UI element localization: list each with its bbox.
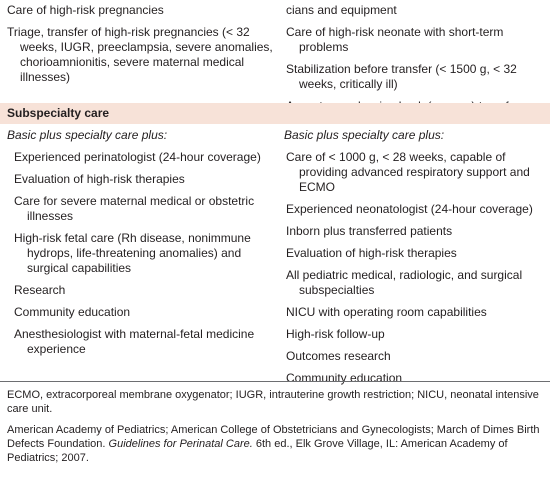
- list-item: Community education: [286, 371, 403, 385]
- list-item: NICU with operating room capabilities: [286, 305, 487, 319]
- list-item: Triage, transfer of high-risk pregnancies (< 32 weeks, IUGR, preeclampsia, severe anomalies, chorioamnionitis, severe maternal medical illnesses): [7, 25, 273, 84]
- section-title: Subspecialty care: [7, 106, 110, 120]
- source-text: American Academy of Pediatrics; American College of Obstetricians and Gynecologists; March of Dimes Birth Defects Foundation.: [7, 424, 540, 450]
- source-details: 6th ed., Elk Grove Village, IL: American Academy of Pediatrics; 2007.: [7, 438, 508, 464]
- source-footnote: [7, 423, 545, 465]
- list-item: Care for severe maternal medical or obstetric illnesses: [14, 194, 255, 223]
- list-item: Inborn plus transferred patients: [286, 224, 453, 238]
- list-item: Stabilization before transfer (< 1500 g, < 32 weeks, critically ill): [286, 62, 517, 91]
- subspecialty-left-column: [7, 128, 275, 364]
- list-item: Research: [14, 283, 66, 297]
- list-item: Experienced perinatologist (24-hour coverage): [14, 150, 261, 164]
- subspecialty-right-column: [286, 128, 544, 393]
- list-item: Anesthesiologist with maternal-fetal medicine experience: [14, 327, 255, 356]
- abbreviations-footnote: ECMO, extracorporeal membrane oxygenator; IUGR, intrauterine growth restriction; NICU, neonatal intensive care unit.: [7, 389, 539, 415]
- list-item: All pediatric medical, radiologic, and surgical subspecialties: [286, 268, 523, 297]
- column-lead: Basic plus specialty care plus:: [284, 128, 445, 142]
- list-item: Care of < 1000 g, < 28 weeks, capable of providing advanced respiratory support and ECMO: [286, 150, 530, 194]
- list-item: High-risk fetal care (Rh disease, nonimmune hydrops, life-threatening anomalies) and surgical capabilities: [14, 231, 251, 275]
- list-item: Care of high-risk pregnancies: [7, 3, 164, 17]
- list-item: Outcomes research: [286, 349, 391, 363]
- list-item: High-risk follow-up: [286, 327, 385, 341]
- table-bottom-rule: [0, 381, 550, 382]
- list-item: Experienced neonatologist (24-hour coverage): [286, 202, 533, 216]
- column-lead: Basic plus specialty care plus:: [7, 128, 168, 142]
- top-left-column: [7, 3, 275, 92]
- list-item: Care of high-risk neonate with short-term problems: [286, 25, 504, 54]
- list-item: Community education: [14, 305, 131, 319]
- list-item: Evaluation of high-risk therapies: [286, 246, 457, 260]
- list-item-continued: cians and equipment: [286, 3, 397, 17]
- section-header-band: [0, 103, 550, 124]
- list-item: Evaluation of high-risk therapies: [14, 172, 185, 186]
- source-title: Guidelines for Perinatal Care.: [108, 438, 253, 450]
